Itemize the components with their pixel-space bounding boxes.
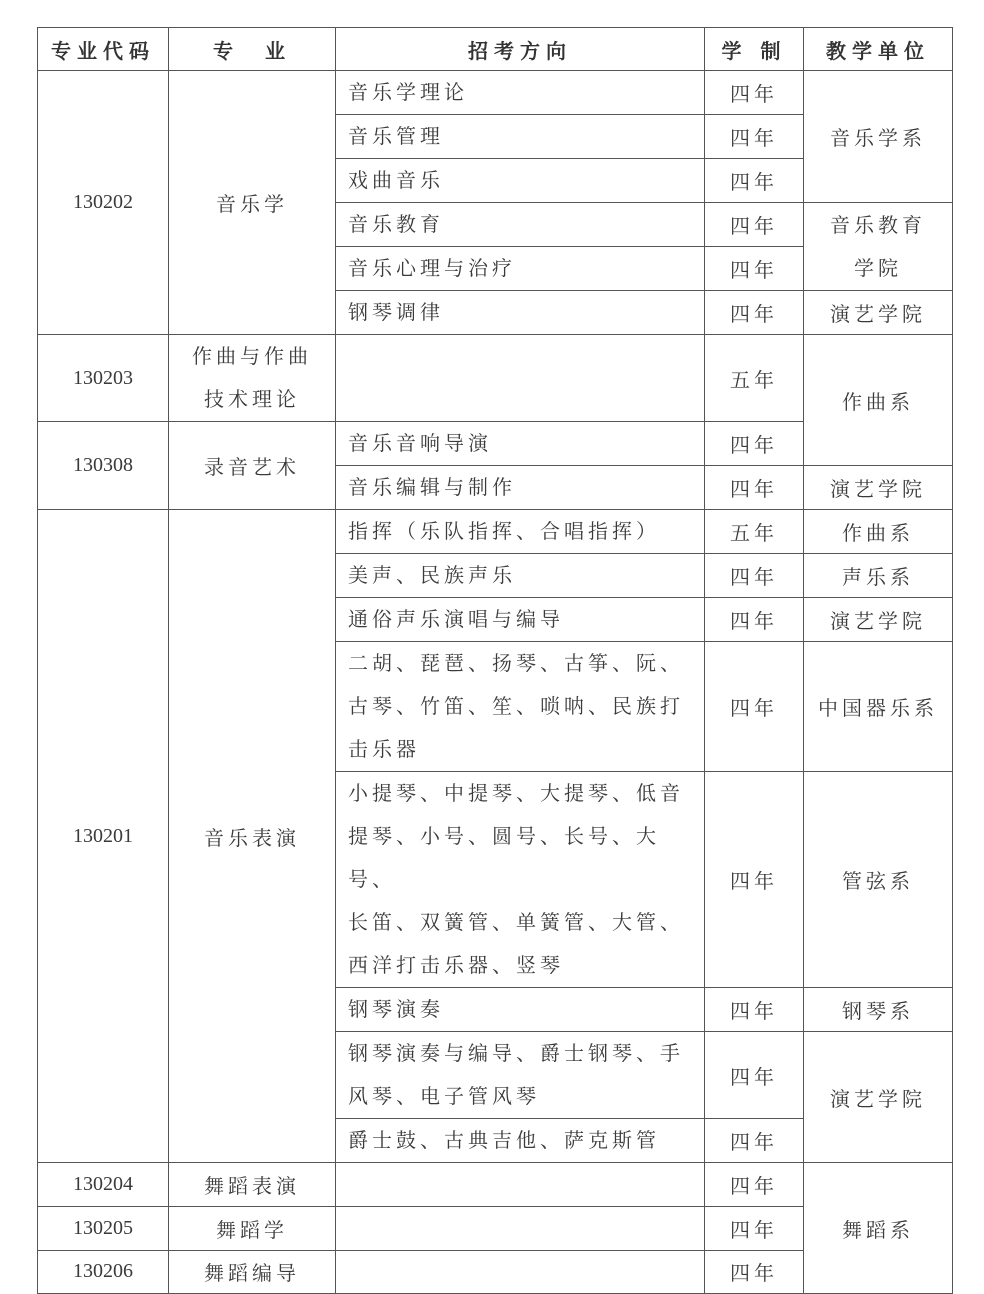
duration: 四年	[705, 1206, 804, 1250]
header-code: 专业代码	[38, 28, 169, 71]
direction: 音乐管理	[336, 115, 705, 159]
major-name: 音乐学	[169, 71, 336, 335]
direction: 音乐教育	[336, 203, 705, 247]
duration: 四年	[705, 554, 804, 598]
teaching-unit: 演艺学院	[804, 291, 953, 335]
direction: 通俗声乐演唱与编导	[336, 598, 705, 642]
major-code: 130205	[38, 1206, 169, 1250]
major-name: 录音艺术	[169, 422, 336, 510]
major-name: 舞蹈学	[169, 1206, 336, 1250]
teaching-unit: 演艺学院	[804, 466, 953, 510]
direction: 音乐学理论	[336, 71, 705, 115]
direction: 音乐心理与治疗	[336, 247, 705, 291]
duration: 四年	[705, 291, 804, 335]
teaching-unit: 演艺学院	[804, 598, 953, 642]
table-row	[38, 1163, 953, 1207]
header-unit: 教学单位	[804, 28, 953, 71]
direction: 音乐编辑与制作	[336, 466, 705, 510]
major-code: 130204	[38, 1163, 169, 1207]
table-row	[38, 510, 953, 554]
major-code: 130202	[38, 71, 169, 335]
duration: 四年	[705, 422, 804, 466]
teaching-unit: 管弦系	[804, 772, 953, 988]
direction: 钢琴调律	[336, 291, 705, 335]
duration: 四年	[705, 772, 804, 988]
major-code: 130308	[38, 422, 169, 510]
duration: 四年	[705, 71, 804, 115]
teaching-unit: 作曲系	[804, 510, 953, 554]
direction: 钢琴演奏与编导、爵士钢琴、手 风琴、电子管风琴	[336, 1032, 705, 1119]
duration: 四年	[705, 988, 804, 1032]
teaching-unit: 中国器乐系	[804, 642, 953, 772]
header-duration: 学 制	[705, 28, 804, 71]
header-row	[38, 28, 953, 71]
teaching-unit: 演艺学院	[804, 1032, 953, 1163]
teaching-unit: 钢琴系	[804, 988, 953, 1032]
duration: 四年	[705, 466, 804, 510]
direction: 美声、民族声乐	[336, 554, 705, 598]
duration: 四年	[705, 115, 804, 159]
direction: 小提琴、中提琴、大提琴、低音 提琴、小号、圆号、长号、大号、 长笛、双簧管、单簧管、大管、 西洋打击乐器、竖琴	[336, 772, 705, 988]
direction: 音乐音响导演	[336, 422, 705, 466]
direction: 戏曲音乐	[336, 159, 705, 203]
major-name: 舞蹈编导	[169, 1250, 336, 1294]
major-name: 音乐表演	[169, 510, 336, 1163]
direction: 二胡、琵琶、扬琴、古筝、阮、 古琴、竹笛、笙、唢呐、民族打 击乐器	[336, 642, 705, 772]
duration: 四年	[705, 247, 804, 291]
teaching-unit: 音乐学系	[804, 71, 953, 203]
major-code: 130206	[38, 1250, 169, 1294]
direction: 钢琴演奏	[336, 988, 705, 1032]
teaching-unit: 音乐教育 学院	[804, 203, 953, 291]
duration: 四年	[705, 159, 804, 203]
teaching-unit: 作曲系	[804, 335, 953, 466]
teaching-unit: 声乐系	[804, 554, 953, 598]
duration: 四年	[705, 598, 804, 642]
direction-empty	[336, 1163, 705, 1207]
duration: 四年	[705, 642, 804, 772]
duration: 四年	[705, 1163, 804, 1207]
direction-empty	[336, 1206, 705, 1250]
duration: 五年	[705, 510, 804, 554]
major-name: 作曲与作曲 技术理论	[169, 335, 336, 422]
direction-empty	[336, 335, 705, 422]
teaching-unit: 舞蹈系	[804, 1163, 953, 1294]
major-code: 130203	[38, 335, 169, 422]
major-code: 130201	[38, 510, 169, 1163]
duration: 四年	[705, 203, 804, 247]
table-row	[38, 71, 953, 115]
duration: 四年	[705, 1250, 804, 1294]
header-direction: 招考方向	[336, 28, 705, 71]
direction: 爵士鼓、古典吉他、萨克斯管	[336, 1119, 705, 1163]
direction: 指挥（乐队指挥、合唱指挥）	[336, 510, 705, 554]
program-table	[37, 27, 953, 1294]
duration: 四年	[705, 1032, 804, 1119]
header-major: 专 业	[169, 28, 336, 71]
duration: 五年	[705, 335, 804, 422]
direction-empty	[336, 1250, 705, 1294]
duration: 四年	[705, 1119, 804, 1163]
major-name: 舞蹈表演	[169, 1163, 336, 1207]
